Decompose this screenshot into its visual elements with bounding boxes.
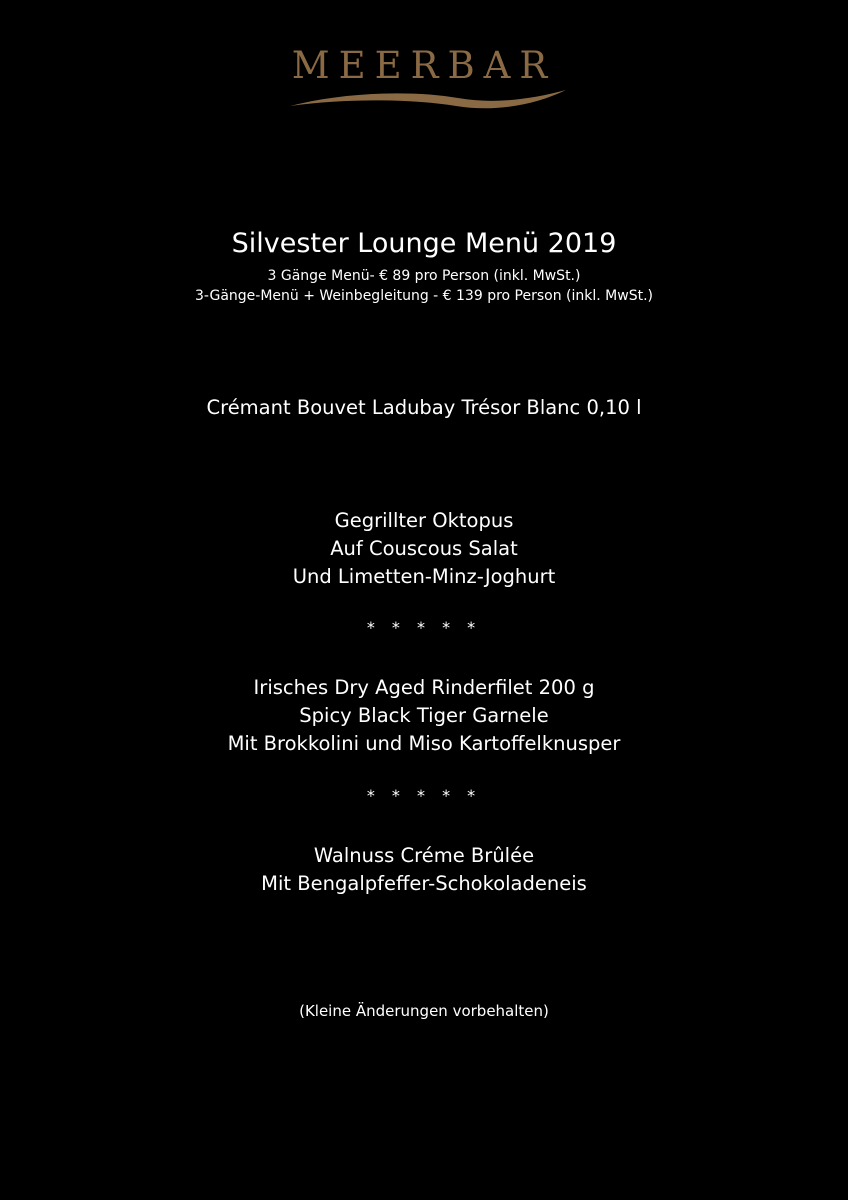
wave-swoosh-icon — [288, 88, 568, 112]
meerbar-logo — [0, 38, 848, 118]
logo-wordmark: MEERBAR — [291, 44, 557, 87]
course-3-line-2: Mit Bengalpfeffer-Schokoladeneis — [261, 872, 587, 895]
footer-note: (Kleine Änderungen vorbehalten) — [299, 1002, 549, 1020]
price-line-2: 3-Gänge-Menü + Weinbegleitung - € 139 pro Person (inkl. MwSt.) — [195, 288, 653, 304]
course-2-line-3: Mit Brokkolini und Miso Kartoffelknusper — [227, 732, 621, 755]
price-line-1: 3 Gänge Menü- € 89 pro Person (inkl. MwSt.) — [267, 268, 581, 284]
course-1-line-1: Gegrillter Oktopus — [334, 509, 514, 532]
course-2-line-1: Irisches Dry Aged Rinderfilet 200 g — [253, 676, 595, 699]
menu-title: Silvester Lounge Menü 2019 — [231, 228, 617, 259]
course-2-line-2: Spicy Black Tiger Garnele — [299, 704, 549, 727]
course-separator: * * * * * — [366, 786, 482, 805]
aperitif: Crémant Bouvet Ladubay Trésor Blanc 0,10 l — [206, 396, 642, 419]
course-separator: * * * * * — [366, 618, 482, 637]
course-1-line-2: Auf Couscous Salat — [330, 537, 518, 560]
course-1-line-3: Und Limetten-Minz-Joghurt — [292, 565, 556, 588]
course-3-line-1: Walnuss Créme Brûlée — [313, 844, 535, 867]
